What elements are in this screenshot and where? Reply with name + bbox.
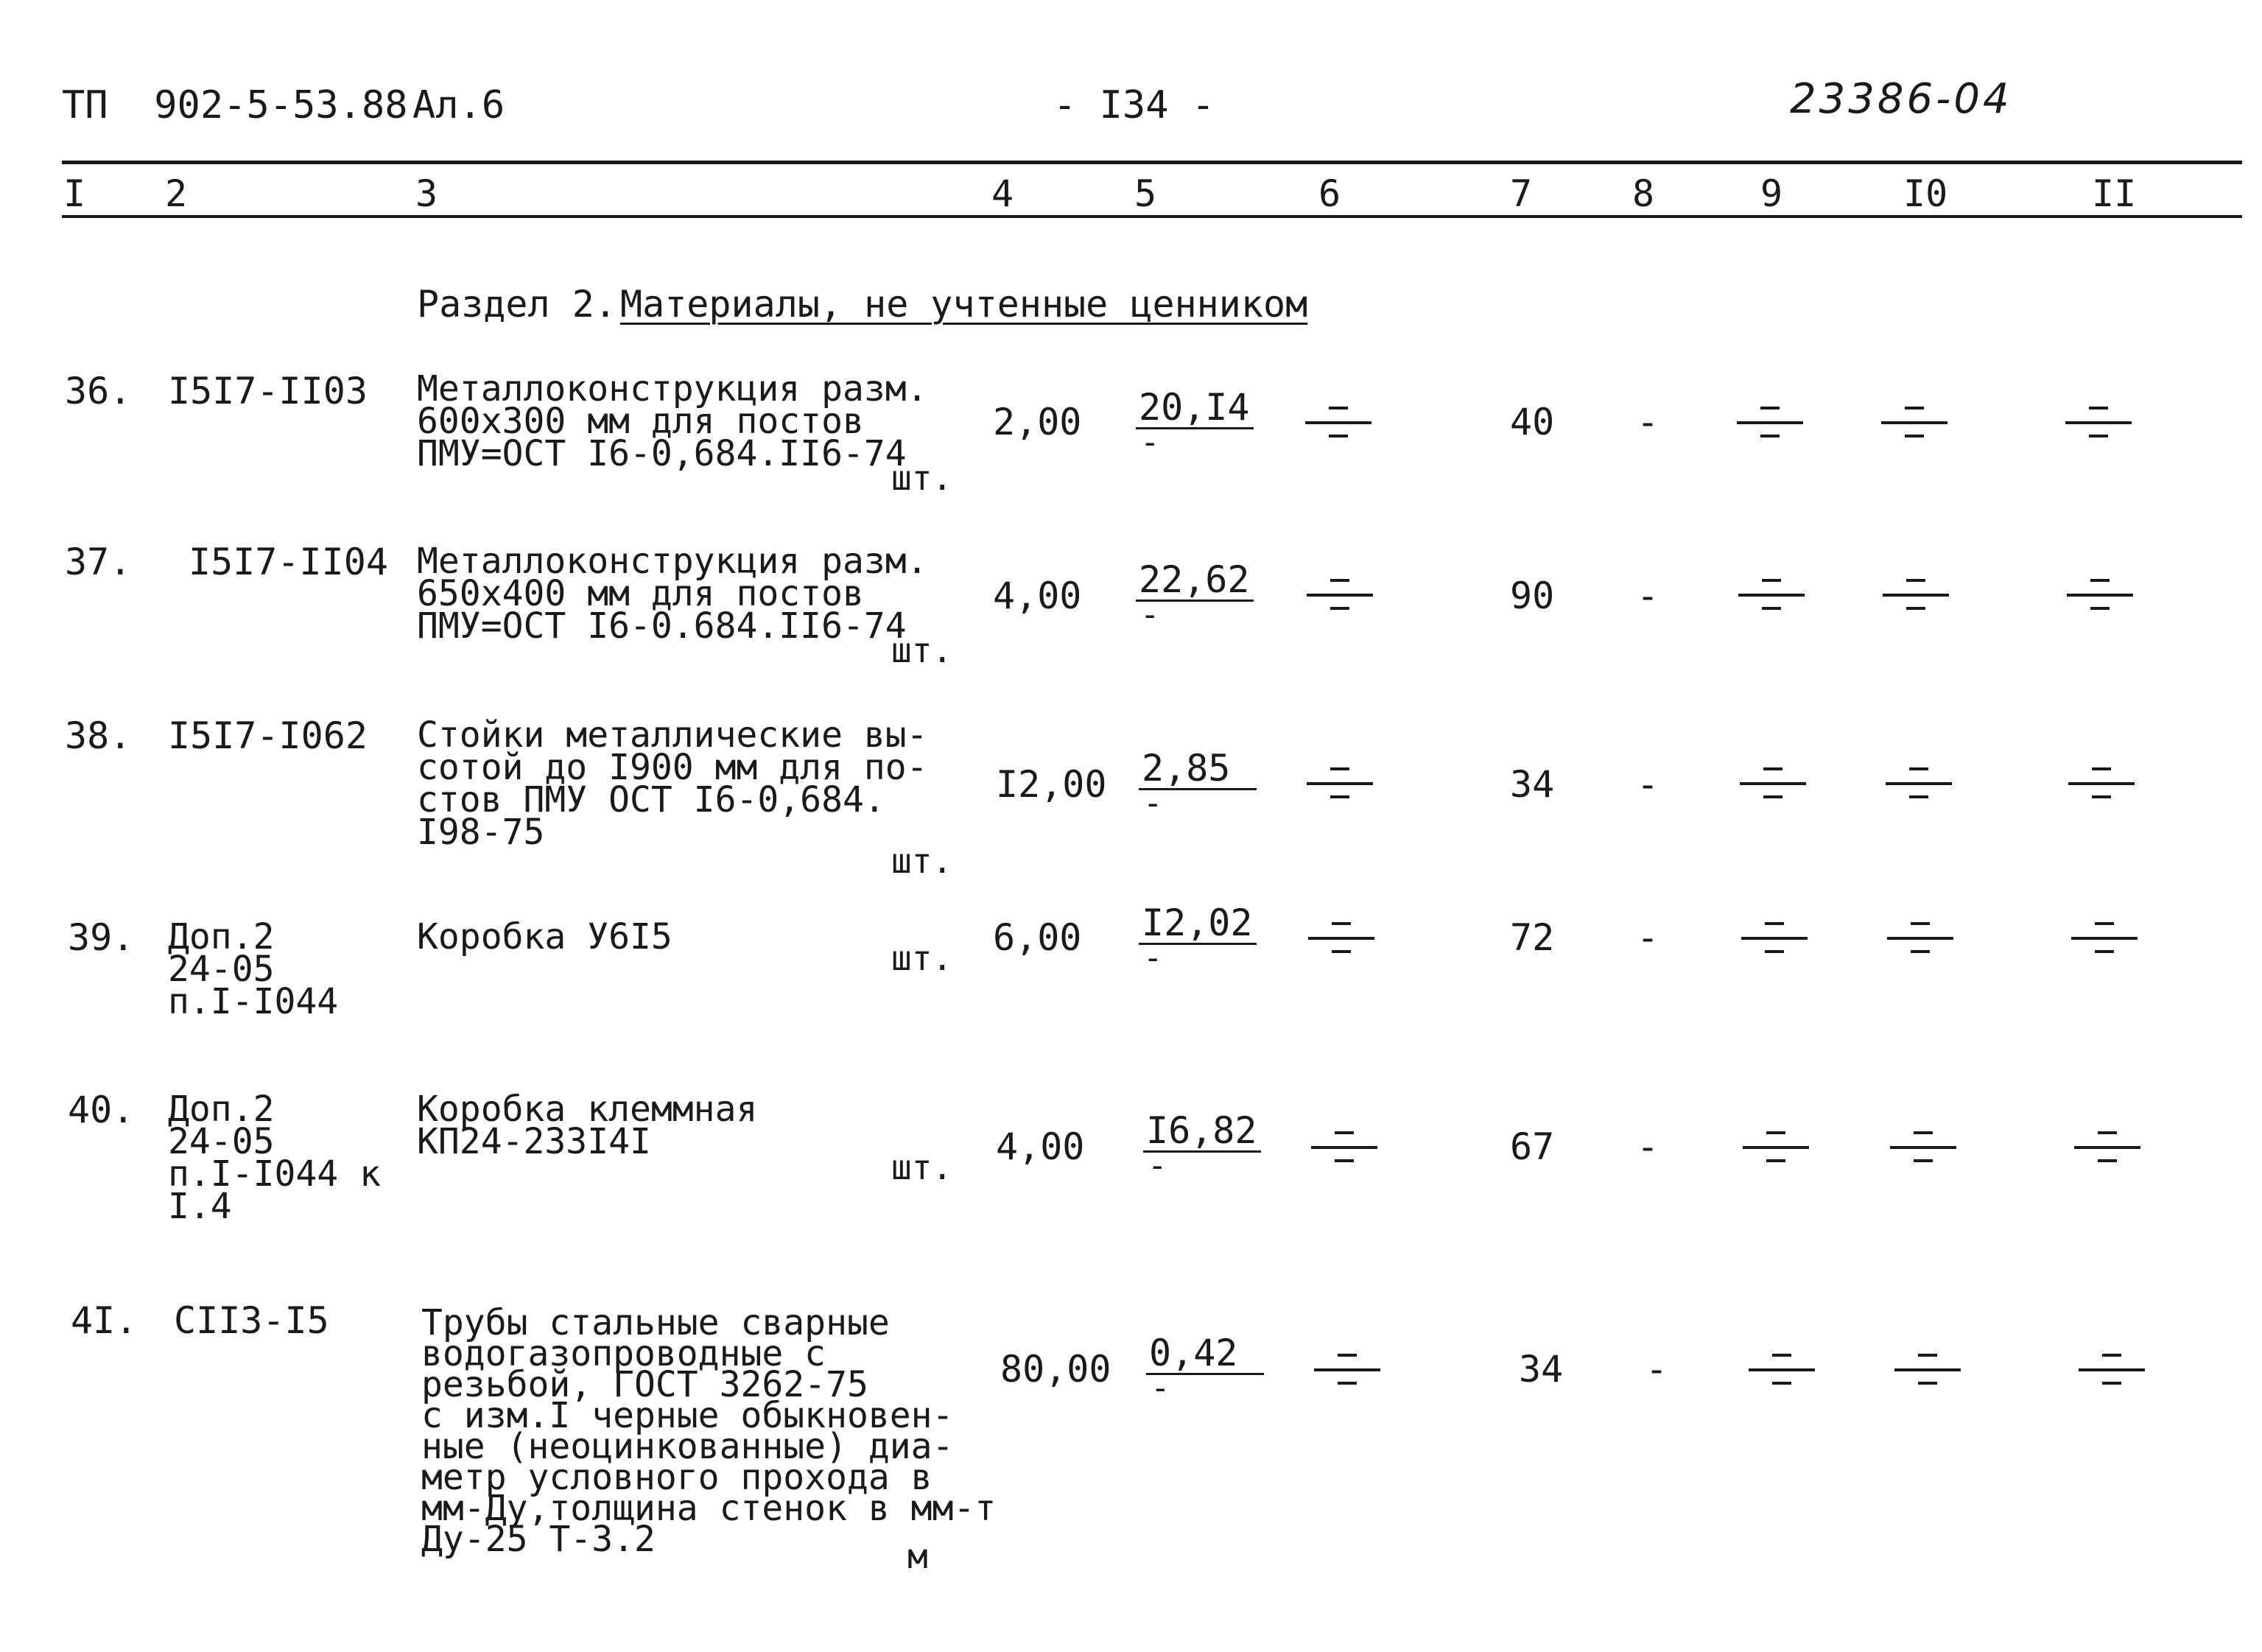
row-col9-dash-icon [1741,922,1808,966]
row-number: 40. [68,1089,135,1131]
row-code: СII3-I5 [174,1299,329,1342]
row-desc: сотой до I900 мм для по- [417,747,928,788]
row-number: 36. [65,370,132,412]
row-total: 34 [1519,1348,1564,1391]
row-col9-dash-icon [1738,579,1805,623]
row-col8: - [1637,763,1659,806]
row-col9-dash-icon [1749,1354,1815,1398]
row-price-value: 2,85 [1139,750,1257,790]
row-code: Доп.2 [168,916,275,957]
row-col10-dash-icon [1887,922,1953,966]
row-col6-dash-icon [1311,1131,1377,1175]
row-total: 90 [1510,574,1555,617]
row-desc: I98-75 [417,812,545,853]
row-price-sub: - [1140,596,1160,633]
row-col11-dash-icon [2065,407,2132,451]
row-qty: 4,00 [996,1125,1085,1168]
row-price [1139,901,1257,977]
row-price-sub: - [1151,1369,1170,1407]
handwritten-code: 23386-04 [1790,75,2012,123]
col-header-2: 2 [165,172,188,215]
col-header-8: 8 [1632,172,1655,215]
row-total: 67 [1510,1125,1555,1168]
col-header-5: 5 [1134,172,1157,215]
row-total: 72 [1510,916,1555,959]
col-header-6: 6 [1318,172,1341,215]
row-code: I5I7-I062 [168,714,368,757]
row-total: 40 [1510,401,1555,443]
section-title: Материалы, не учтенные ценником [620,283,1308,326]
col-header-3: 3 [415,172,438,215]
row-desc: Коробка клеммная [417,1089,758,1130]
col-header-rule [62,215,2242,218]
row-desc: Коробка У6I5 [417,916,672,957]
album-label: Ал.6 [412,83,505,127]
row-col8: - [1637,1125,1659,1168]
row-col9-dash-icon [1737,407,1803,451]
page-number: - I34 - [1053,83,1215,127]
row-number: 39. [68,916,135,959]
row-col11-dash-icon [2079,1354,2145,1398]
row-col6-dash-icon [1308,922,1374,966]
row-price-value: I6,82 [1143,1112,1261,1153]
row-price-value: 22,62 [1136,561,1254,602]
col-header-1: I [63,172,86,215]
row-desc: Стойки металлические вы- [417,714,928,756]
row-desc: КП24-233I4I [417,1121,651,1162]
row-desc: метр условного прохода в [421,1457,932,1498]
row-number: 4I. [71,1299,138,1342]
row-col10-dash-icon [1883,579,1949,623]
row-desc: стов ПМУ ОСТ I6-0,684. [417,779,885,820]
row-col6-dash-icon [1307,767,1373,812]
row-code: п.I-I044 [168,981,339,1022]
row-col10-dash-icon [1894,1354,1961,1398]
row-col8: - [1637,916,1659,959]
row-qty: 6,00 [993,916,1082,959]
row-price [1136,386,1254,461]
top-rule [62,161,2242,164]
row-col11-dash-icon [2067,579,2133,623]
row-col6-dash-icon [1314,1354,1380,1398]
row-desc: Трубы стальные сварные [421,1302,890,1343]
row-price-value: I2,02 [1139,904,1257,945]
row-price-value: 20,I4 [1136,389,1254,429]
row-col10-dash-icon [1886,767,1952,812]
row-desc: Металлоконструкция разм. [417,368,928,410]
row-desc: ПМУ=ОСТ I6-0,684.II6-74 [417,433,907,474]
row-code: I5I7-II04 [189,541,388,583]
row-desc: водогазопроводные с [421,1333,826,1374]
row-price-sub: - [1143,784,1163,822]
row-number: 38. [65,714,132,757]
row-col8: - [1645,1348,1668,1391]
row-price-sub: - [1148,1147,1167,1184]
row-desc: с изм.I черные обыкновен- [421,1395,954,1436]
row-price-sub: - [1140,423,1160,461]
col-header-9: 9 [1760,172,1783,215]
row-code: Доп.2 [168,1089,275,1130]
doc-code: ТП 902-5-53.88 [62,83,408,127]
row-col9-dash-icon [1743,1131,1809,1175]
row-qty: I2,00 [996,763,1107,806]
row-desc: Ду-25 Т-3.2 [421,1519,656,1560]
row-price [1139,747,1257,822]
row-desc: Металлоконструкция разм. [417,541,928,582]
row-price-sub: - [1143,939,1163,977]
row-col11-dash-icon [2071,922,2138,966]
row-price [1146,1332,1264,1407]
row-col11-dash-icon [2074,1131,2140,1175]
row-code: I5I7-II03 [168,370,368,412]
row-unit: шт. [891,458,953,498]
row-total: 34 [1510,763,1555,806]
row-qty: 4,00 [993,574,1082,617]
row-desc: 600х300 мм для постов [417,401,864,442]
row-col8: - [1637,574,1659,617]
row-col6-dash-icon [1305,407,1371,451]
row-qty: 80,00 [1000,1348,1111,1391]
row-unit: шт. [891,630,953,670]
row-unit: шт. [891,841,953,881]
row-col8: - [1637,401,1659,443]
col-header-10: I0 [1903,172,1948,215]
row-desc: мм-Ду,толщина стенок в мм-т [421,1488,997,1529]
row-price [1143,1109,1261,1184]
row-code: 24-05 [168,1121,275,1162]
row-number: 37. [65,541,132,583]
row-col10-dash-icon [1890,1131,1956,1175]
section-prefix: Раздел 2. [417,283,617,326]
row-code: I.4 [168,1186,232,1227]
row-col11-dash-icon [2068,767,2135,812]
row-desc: ПМУ=ОСТ I6-0.684.II6-74 [417,605,907,647]
col-header-7: 7 [1510,172,1533,215]
row-desc: 650х400 мм для постов [417,573,864,614]
row-unit: м [907,1536,928,1576]
row-unit: шт. [891,938,953,978]
col-header-4: 4 [991,172,1014,215]
row-desc: ные (неоцинкованные) диа- [421,1426,954,1467]
row-price [1136,558,1254,633]
row-price-value: 0,42 [1146,1335,1264,1375]
col-header-11: II [2092,172,2137,215]
row-col10-dash-icon [1881,407,1947,451]
row-code: 24-05 [168,949,275,990]
row-col6-dash-icon [1307,579,1373,623]
row-desc: резьбой, ГОСТ 3262-75 [421,1364,868,1405]
row-unit: шт. [891,1147,953,1187]
row-qty: 2,00 [993,401,1082,443]
row-col9-dash-icon [1740,767,1806,812]
row-code: п.I-I044 к [168,1153,381,1195]
